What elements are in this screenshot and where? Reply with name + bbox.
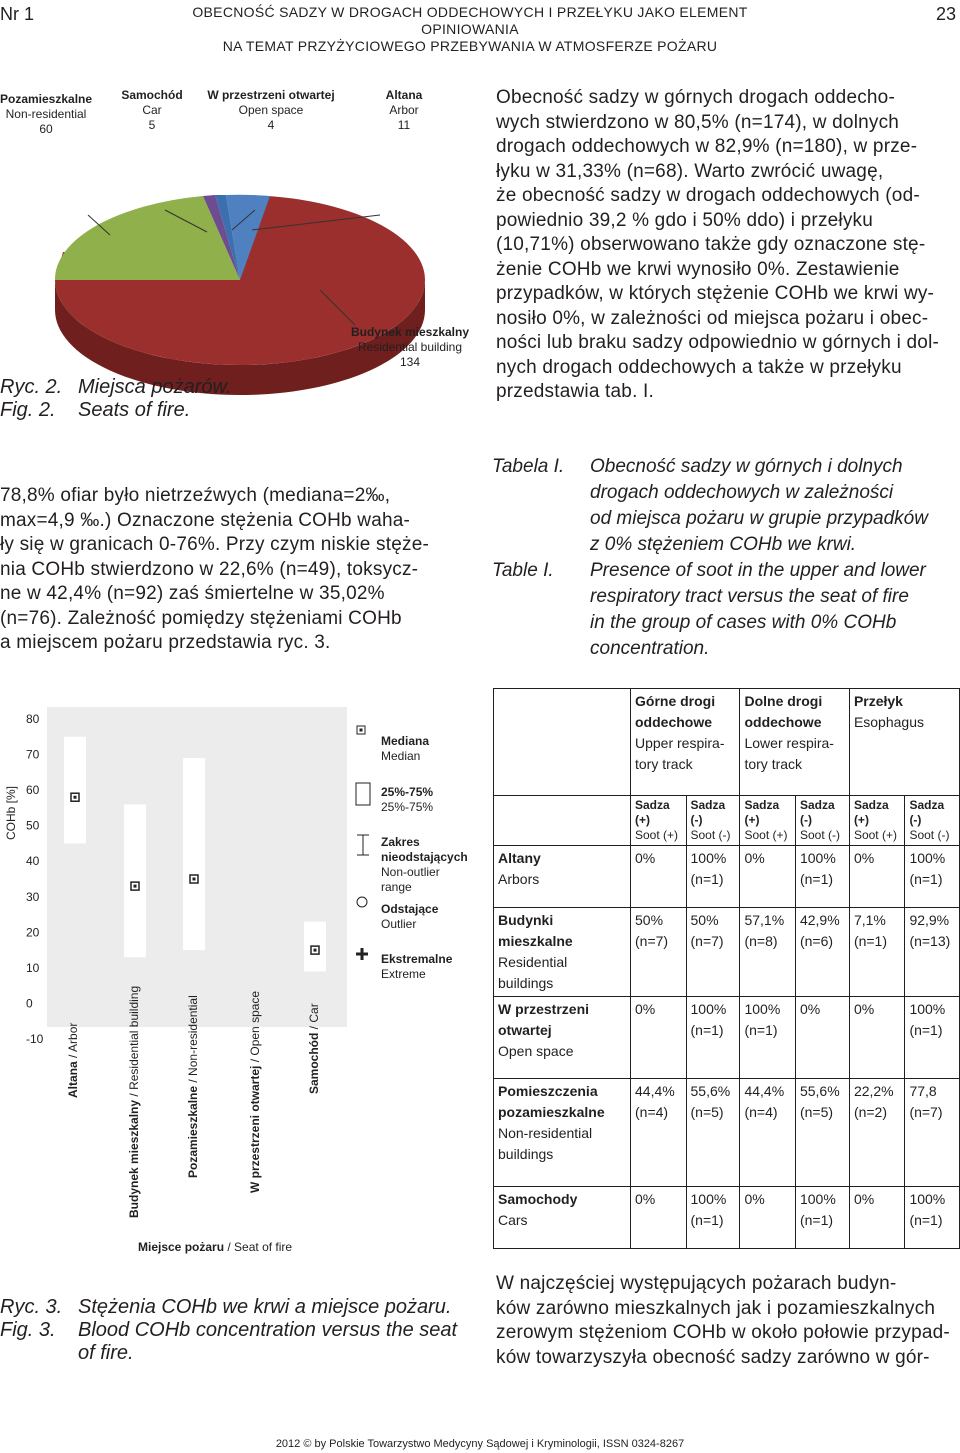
y-tick-label: -10	[26, 1032, 44, 1046]
right-paragraph: Obecność sadzy w górnych drogach oddecho- wych stwierdzono w 80,5% (n=174), w dolnych drogach oddechowych w 82,9% (n=180), w prze- łyku w 31,33% (n=68). Warto zwrócić uwagę, że obecność sadzy w drogach oddechowych (od- powiednio 39,2 % gdo i 50% ddo) i przełyku (10,71%) obserwowano także gdy oznaczone stę- żenie COHb we krwi wynosiło 0%. Zestawienie przypadków, w których stężenie COHb we krwi wy- nosiło 0%, w zależności od miejsca pożaru i obec- ności lub braku sadzy odpowiednio w górnych i dol- nych drogach oddechowych a także w przełyku przedstawia tab. I.	[496, 87, 940, 402]
table-row-header: Samochody Cars	[494, 1187, 631, 1249]
pie-label-open: W przestrzeni otwartej Open space 4	[207, 88, 335, 132]
pie-label-nonresidential: Pozamieszkalne Non-residential 60	[0, 92, 93, 136]
table-cell: 0%	[795, 997, 849, 1079]
table-cell: 55,6% (n=5)	[686, 1079, 740, 1187]
table-subheader: Sadza (+) Soot (+)	[740, 796, 796, 846]
y-tick-label: 70	[26, 747, 40, 762]
footer: 2012 © by Polskie Towarzystwo Medycyny Sądowej i Kryminologii, ISSN 0324-8267	[275, 1438, 685, 1450]
table-cell: 0%	[631, 846, 687, 908]
table-sub-corner	[494, 796, 631, 846]
table-cell: 100% (n=1)	[905, 997, 960, 1079]
table-subheader: Sadza (-) Soot (-)	[905, 796, 960, 846]
running-title-line2: NA TEMAT PRZYŻYCIOWEGO PRZEBYWANIA W ATMOSFERZE POŻARU	[222, 38, 718, 54]
table-cell: 50% (n=7)	[686, 908, 740, 997]
table-cell: 100% (n=1)	[740, 997, 796, 1079]
table-cell: 22,2% (n=2)	[849, 1079, 905, 1187]
table-cell: 100% (n=1)	[905, 846, 960, 908]
median-dot	[193, 878, 196, 881]
table-cell: 0%	[631, 997, 687, 1079]
y-tick-label: 80	[26, 712, 40, 726]
table-cell: 100% (n=1)	[795, 1187, 849, 1249]
table-cell: 0%	[740, 846, 796, 908]
category-label-car: Samochód / Car	[307, 1003, 321, 1094]
table-cell: 44,4% (n=4)	[740, 1079, 796, 1187]
bottom-right-paragraph: W najczęściej występujących pożarach budyn- ków zarówno mieszkalnych jak i pozamieszkalnych zerowym stężeniom COHb w około połowie przypad- ków towarzyszyła obecność sadzy zarówno w gór-	[496, 1273, 950, 1368]
table-row	[494, 908, 960, 997]
median-dot	[74, 796, 77, 799]
table-corner	[494, 689, 631, 796]
y-axis-label: COHb [%]	[4, 785, 18, 840]
table-caption: Tabela I. Obecność sadzy w górnych i dolnych drogach oddechowych w zależności od miejsca pożaru w grupie przypadków z 0% stężeniem COHb we krwi. Table I. Presence of soot in the upper and lower respiratory tract versus the seat of fire in the group of cases with 0% COHb concentration.	[492, 456, 928, 659]
table-cell: 57,1% (n=8)	[740, 908, 796, 997]
running-title	[150, 4, 790, 55]
y-tick-label: 0	[26, 996, 33, 1011]
y-tick-label: 50	[26, 818, 40, 833]
category-label-arbor: Altana / Arbor	[66, 1022, 80, 1098]
box	[183, 758, 205, 950]
category-label-residential: Budynek mieszkalny / Residential building	[127, 985, 141, 1218]
table-cell: 50% (n=7)	[631, 908, 687, 997]
y-tick-label: 20	[26, 925, 40, 940]
category-label-nonresidential: Pozamieszkalne / Non-residential	[186, 995, 200, 1178]
table-row-header: Pomieszczenia pozamieszkalne Non-residential buildings	[494, 1079, 631, 1187]
legend-median: Mediana Median	[381, 734, 430, 763]
pie-label-arbor: Altana Arbor 11	[385, 88, 423, 132]
table-group-upper: Górne drogi oddechowe Upper respira-tory track	[631, 689, 740, 796]
table-subheader: Sadza (-) Soot (-)	[795, 796, 849, 846]
fig2-caption: Ryc. 2. Miejsca pożarów. Fig. 2. Seats of fire.	[0, 376, 232, 421]
table-cell: 92,9% (n=13)	[905, 908, 960, 997]
table-cell: 100% (n=1)	[686, 997, 740, 1079]
legend-outlier: Odstające Outlier	[381, 902, 439, 931]
category-label-open: W przestrzeni otwartej / Open space	[248, 990, 262, 1193]
table-cell: 0%	[849, 997, 905, 1079]
table-cell: 0%	[631, 1187, 687, 1249]
table-row	[494, 1187, 960, 1249]
table-group-lower: Dolne drogi oddechowe Lower respira-tory track	[740, 689, 849, 796]
table-cell: 44,4% (n=4)	[631, 1079, 687, 1187]
legend-quartiles: 25%-75% 25%-75%	[381, 785, 434, 814]
table-group-esophagus: Przełyk Esophagus	[849, 689, 959, 796]
legend-extreme: Ekstremalne Extreme	[381, 952, 453, 981]
y-tick-label: 10	[26, 960, 40, 975]
table-cell: 100% (n=1)	[686, 846, 740, 908]
y-tick-label: 40	[26, 854, 40, 869]
table-cell: 55,6% (n=5)	[795, 1079, 849, 1187]
table-cell: 100% (n=1)	[686, 1187, 740, 1249]
legend-range: Zakres nieodstających Non-outlier range	[381, 835, 468, 894]
table-cell: 0%	[740, 1187, 796, 1249]
fig3-caption: Ryc. 3. Stężenia COHb we krwi a miejsce pożaru. Fig. 3. Blood COHb concentration versus the seat of fire.	[0, 1296, 458, 1364]
table-subheader: Sadza (+) Soot (+)	[849, 796, 905, 846]
table-row-header: Altany Arbors	[494, 846, 631, 908]
pie-label-car: Samochód Car 5	[121, 88, 183, 132]
table-cell: 0%	[849, 846, 905, 908]
table-cell: 100% (n=1)	[905, 1187, 960, 1249]
y-tick-label: 60	[26, 783, 40, 798]
table-cell: 100% (n=1)	[795, 846, 849, 908]
pie-label-residential: Budynek mieszkalny Residential building 134	[350, 325, 470, 369]
median-dot	[134, 885, 137, 888]
table-row-header: Budynki mieszkalne Residential buildings	[494, 908, 631, 997]
table-row	[494, 846, 960, 908]
table-cell: 77,8 (n=7)	[905, 1079, 960, 1187]
table-row	[494, 1079, 960, 1187]
table-cell: 42,9% (n=6)	[795, 908, 849, 997]
table-cell: 0%	[849, 1187, 905, 1249]
y-tick-label: 30	[26, 889, 40, 904]
table-subheader: Sadza (-) Soot (-)	[686, 796, 740, 846]
legend	[356, 726, 370, 960]
journal-number: Nr 1	[0, 4, 35, 24]
table-row	[494, 997, 960, 1079]
median-dot	[314, 949, 317, 952]
box	[64, 737, 86, 844]
page-number: 23	[935, 4, 956, 24]
box	[124, 804, 146, 957]
table-subheader: Sadza (+) Soot (+)	[631, 796, 687, 846]
table-row-header: W przestrzeni otwartej Open space	[494, 997, 631, 1079]
x-axis-label: Miejsce pożaru / Seat of fire	[138, 1240, 293, 1254]
data-table	[493, 688, 960, 1249]
table-cell: 7,1% (n=1)	[849, 908, 905, 997]
left-paragraph: 78,8% ofiar było nietrzeźwych (mediana=2‰, max=4,9 ‰.) Oznaczone stężenia COHb waha- ły się w granicach 0-76%. Przy czym niskie stęże- nia COHb stwierdzono w 22,6% (n=49), toksycz- ne w 42,4% (n=92) zaś śmiertelne w 35,02% (n=76). Zależność pomiędzy stężeniami COHb a miejscem pożaru przedstawia ryc. 3.	[0, 485, 429, 653]
running-title-line1: OBECNOŚĆ SADZY W DROGACH ODDECHOWYCH I PRZEŁYKU JAKO ELEMENT OPINIOWANIA	[192, 4, 748, 37]
